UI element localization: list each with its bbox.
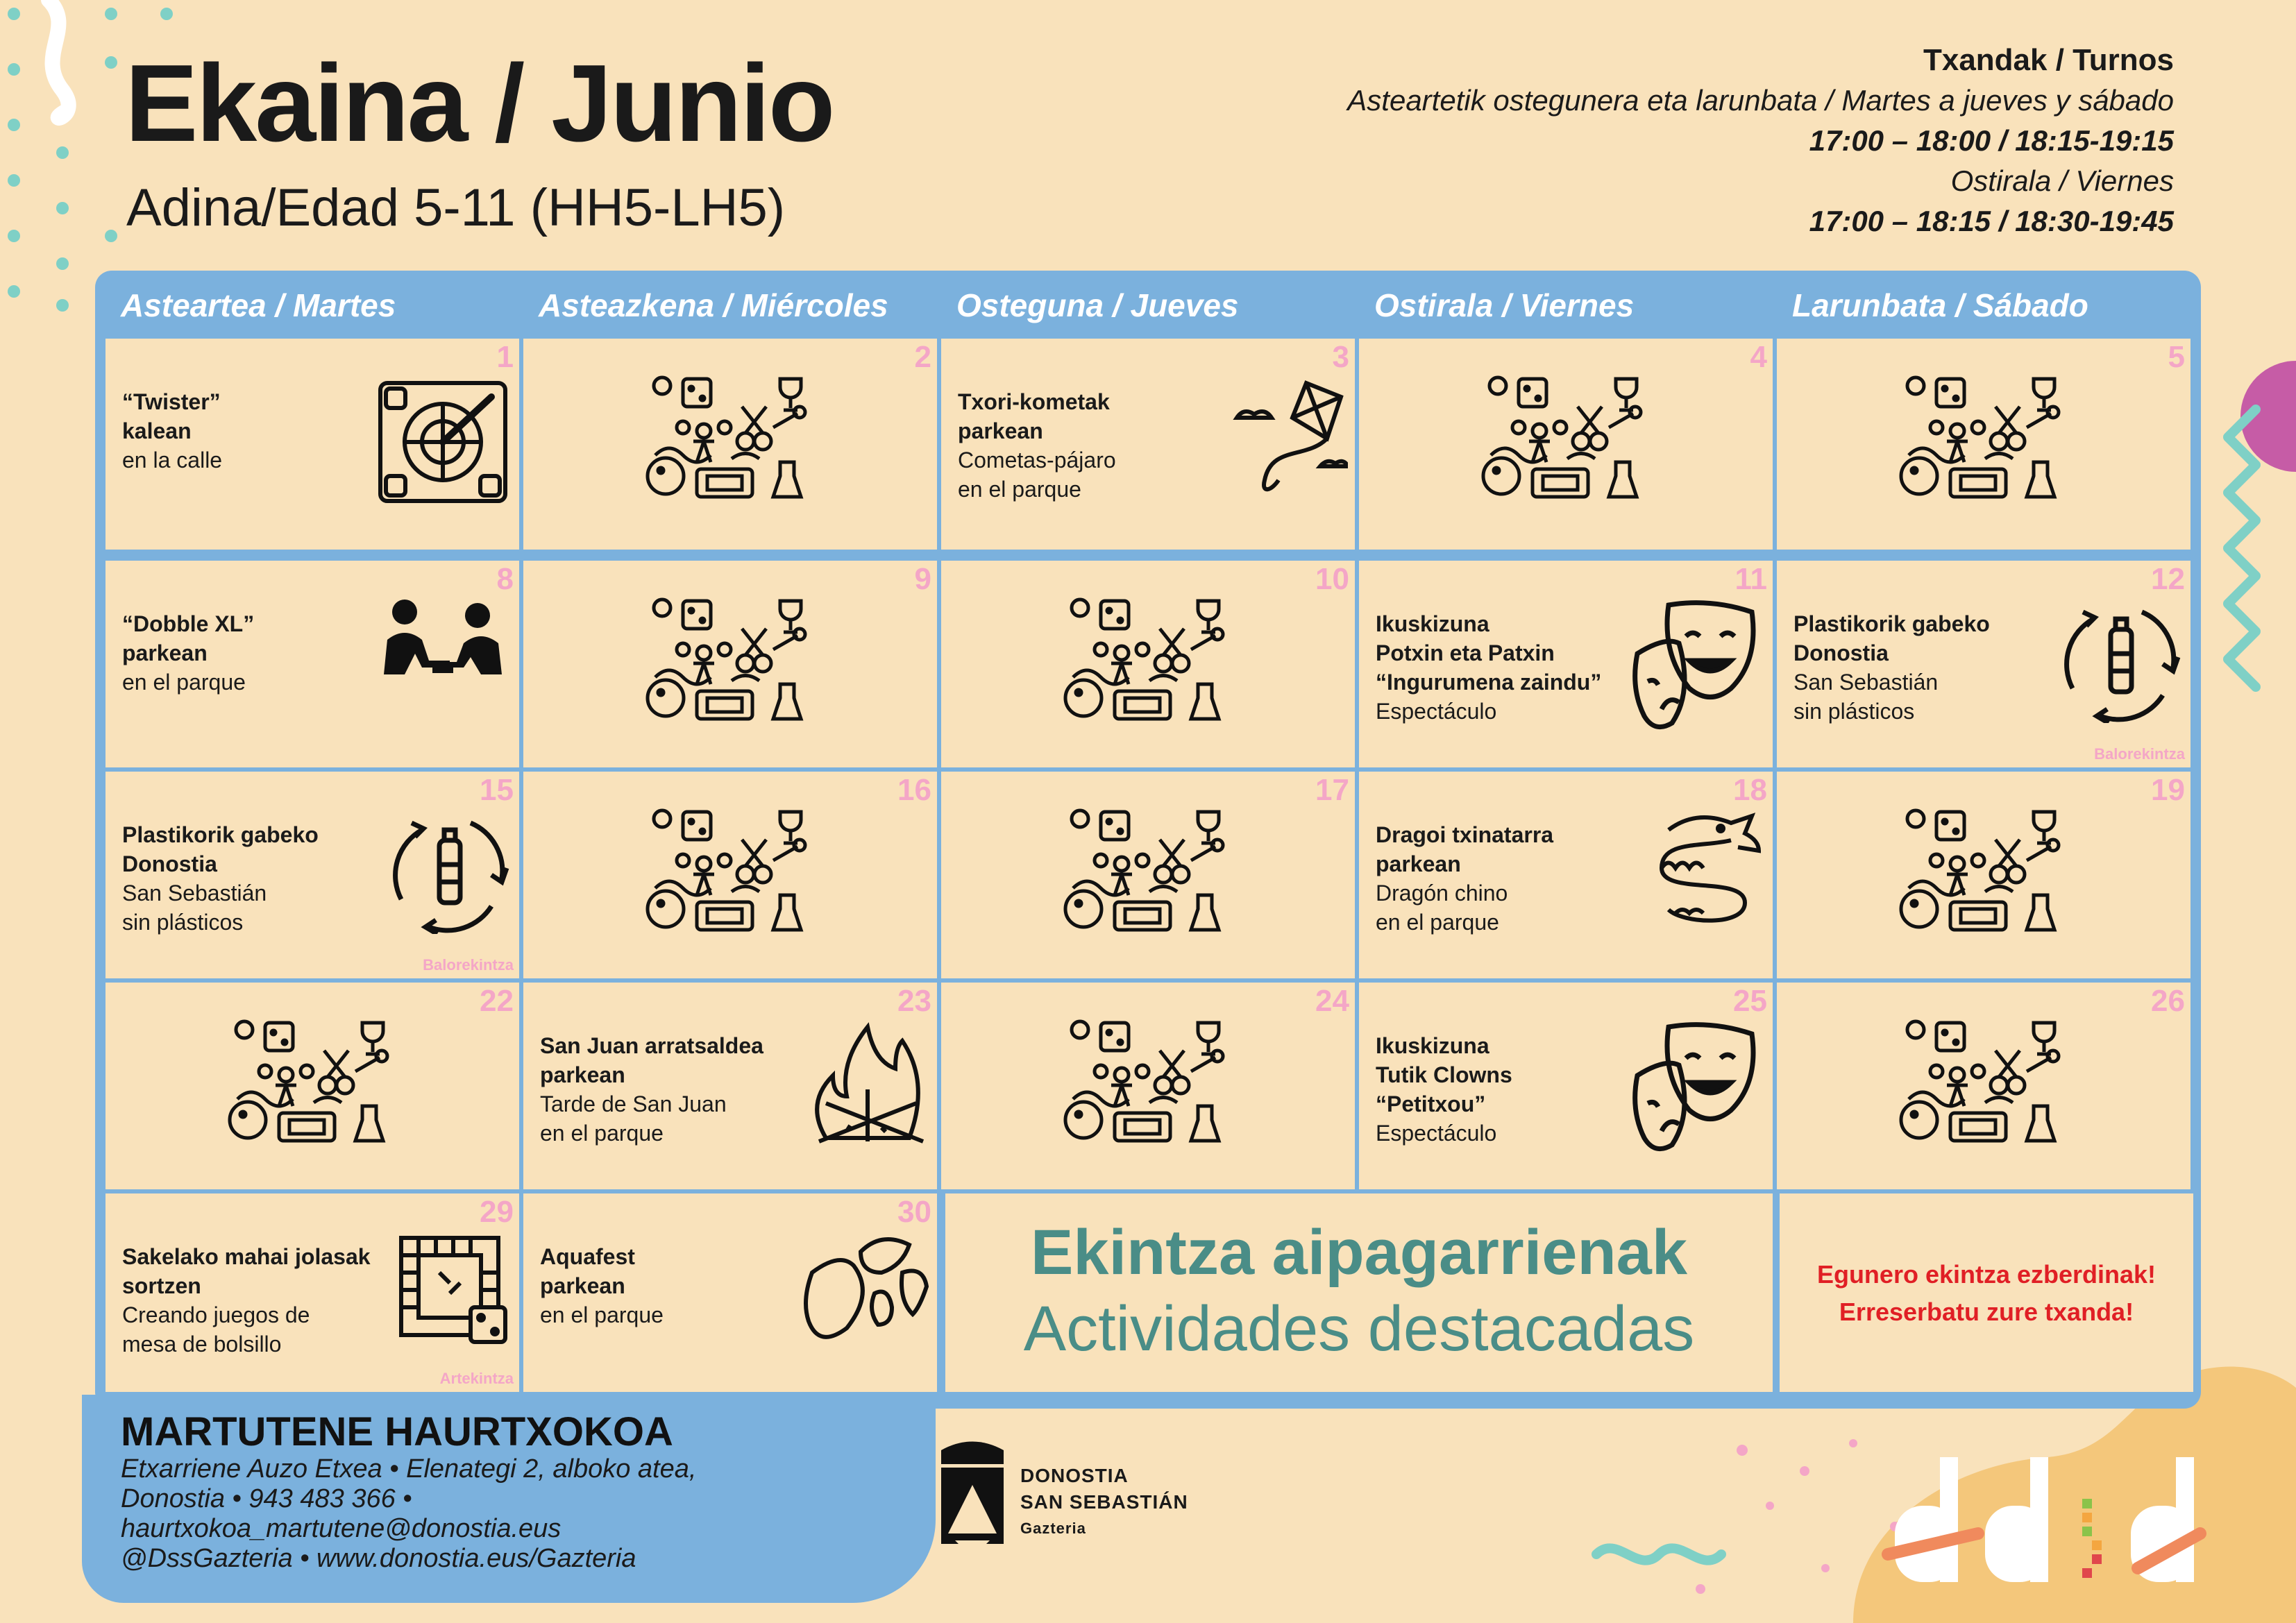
- footer-contact: [121, 1454, 696, 1574]
- day-cell-4[interactable]: [1359, 339, 1773, 550]
- activity-description: [122, 609, 254, 697]
- day-cell-16[interactable]: [523, 772, 937, 978]
- day-cell-25[interactable]: [1359, 983, 1773, 1189]
- schedule-heading: Txandak / Turnos: [1923, 43, 2174, 77]
- day-number: 12: [2151, 562, 2185, 596]
- day-cell-24[interactable]: [941, 983, 1355, 1189]
- footer-social[interactable]: @DssGazteria • www.donostia.eus/Gazteria: [121, 1544, 636, 1573]
- day-number: 4: [1750, 340, 1767, 374]
- day-cell-18[interactable]: [1359, 772, 1773, 978]
- activity-subtitle: Creando juegos de: [122, 1302, 310, 1327]
- city-logo-text: [1020, 1463, 1188, 1542]
- day-number: 5: [2168, 340, 2185, 374]
- recycle-bottle-icon: [2059, 598, 2184, 726]
- activity-title: San Juan arratsaldea: [540, 1033, 763, 1058]
- activity-description: [1376, 1031, 1512, 1148]
- activities-collage-icon: [1059, 594, 1226, 729]
- activity-title: “Dobble XL”: [122, 611, 255, 636]
- highlight-title: Ekintza aipagarrienak: [1031, 1217, 1687, 1288]
- activities-collage-icon: [641, 594, 808, 729]
- schedule-times-b: 17:00 – 18:15 / 18:30-19:45: [1809, 205, 2174, 237]
- activity-description: [1376, 820, 1553, 937]
- footer-email[interactable]: haurtxokoa_martutene@donostia.eus: [121, 1514, 562, 1543]
- day-number: 30: [897, 1195, 931, 1229]
- activity-title: “Petitxou”: [1376, 1091, 1486, 1116]
- activity-title: Aquafest: [540, 1244, 635, 1269]
- theater-masks-icon: [1627, 1020, 1766, 1162]
- activity-title: Dragoi txinatarra: [1376, 822, 1554, 847]
- footer-title: MARTUTENE HAURTXOKOA: [121, 1409, 673, 1454]
- weekday-header: Asteazkena / Miércoles: [539, 287, 888, 323]
- kite-icon: [1230, 376, 1348, 498]
- dragon-icon: [1648, 809, 1766, 937]
- schedule-times-a: 17:00 – 18:00 / 18:15-19:15: [1809, 124, 2174, 157]
- activity-subtitle: Dragón chino: [1376, 881, 1508, 906]
- day-cell-2[interactable]: [523, 339, 937, 550]
- logo-line-3: Gazteria: [1020, 1520, 1086, 1537]
- activity-title: parkean: [1376, 851, 1461, 876]
- activity-description: [1793, 609, 1990, 726]
- weekday-header: Osteguna / Jueves: [956, 287, 1239, 323]
- activity-description: [1376, 609, 1601, 726]
- day-cell-10[interactable]: [941, 561, 1355, 767]
- activity-title: “Ingurumena zaindu”: [1376, 670, 1602, 695]
- activity-title: Tutik Clowns: [1376, 1062, 1512, 1087]
- activity-title: Plastikorik gabeko: [122, 822, 319, 847]
- ddd-brand-logo: [1874, 1450, 2207, 1603]
- day-number: 19: [2151, 773, 2185, 807]
- activity-description: [122, 387, 222, 475]
- activity-subtitle: Espectáculo: [1376, 1121, 1497, 1146]
- weekday-header: Asteartea / Martes: [121, 287, 396, 323]
- day-number: 10: [1315, 562, 1349, 596]
- day-number: 23: [897, 984, 931, 1018]
- day-number: 2: [914, 340, 931, 374]
- activity-subtitle: en el parque: [122, 670, 246, 695]
- activity-title: parkean: [122, 640, 208, 665]
- activity-description: [540, 1031, 763, 1148]
- day-number: 29: [480, 1195, 514, 1229]
- day-number: 1: [496, 340, 514, 374]
- logo-line-1: DONOSTIA: [1020, 1465, 1129, 1486]
- note-line-2: Erreserbatu zure txanda!: [1839, 1298, 2134, 1326]
- activities-collage-icon: [1477, 372, 1644, 507]
- highlight-subtitle: Actividades destacadas: [1023, 1293, 1695, 1364]
- activity-title: “Twister”: [122, 389, 221, 414]
- day-number: 9: [914, 562, 931, 596]
- activity-subtitle: Espectáculo: [1376, 699, 1497, 724]
- activity-title: Ikuskizuna: [1376, 1033, 1489, 1058]
- day-number: 26: [2151, 984, 2185, 1018]
- activity-description: [122, 1242, 371, 1359]
- day-cell-3[interactable]: [941, 339, 1355, 550]
- activities-collage-icon: [1059, 1016, 1226, 1151]
- twister-icon: [373, 376, 512, 511]
- activity-subtitle: en el parque: [540, 1302, 664, 1327]
- decorative-zigzag: [2207, 347, 2296, 708]
- day-number: 15: [480, 773, 514, 807]
- activity-subtitle: en el parque: [540, 1121, 664, 1146]
- day-number: 25: [1733, 984, 1767, 1018]
- weekday-header: Ostirala / Viernes: [1374, 287, 1635, 323]
- activity-subtitle: en el parque: [958, 477, 1081, 502]
- activity-title: Sakelako mahai jolasak: [122, 1244, 371, 1269]
- activity-subtitle: San Sebastián: [122, 881, 267, 906]
- note-line-1: Egunero ekintza ezberdinak!: [1816, 1260, 2156, 1289]
- water-drops-icon: [798, 1231, 930, 1352]
- recycle-bottle-icon: [387, 809, 512, 937]
- activities-collage-icon: [1059, 805, 1226, 940]
- page-title: Ekaina / Junio: [125, 42, 834, 164]
- activity-description: [540, 1242, 664, 1329]
- day-cell-29[interactable]: [105, 1193, 519, 1392]
- activity-subtitle: Cometas-pájaro: [958, 448, 1116, 473]
- activity-subtitle: en el parque: [1376, 910, 1499, 935]
- day-cell-15[interactable]: [105, 772, 519, 978]
- schedule-days-b: Ostirala / Viernes: [1950, 164, 2174, 197]
- day-number: 3: [1332, 340, 1349, 374]
- activities-collage-icon: [641, 372, 808, 507]
- day-cell-26[interactable]: [1777, 983, 2191, 1189]
- activity-title: parkean: [540, 1062, 625, 1087]
- weekday-header: Larunbata / Sábado: [1792, 287, 2088, 323]
- schedule-days-a: Asteartetik ostegunera eta larunbata / Martes a jueves y sábado: [1347, 84, 2174, 117]
- schedule-info: [1347, 40, 2174, 241]
- activities-collage-icon: [1895, 1016, 2061, 1151]
- footer-phone[interactable]: Donostia • 943 483 366 •: [121, 1484, 412, 1513]
- city-shield-icon: [934, 1436, 1011, 1554]
- activity-title: Txori-kometak: [958, 389, 1110, 414]
- day-number: 24: [1315, 984, 1349, 1018]
- activity-subtitle: mesa de bolsillo: [122, 1332, 282, 1357]
- activity-subtitle: sin plásticos: [1793, 699, 1915, 724]
- activity-subtitle: sin plásticos: [122, 910, 244, 935]
- age-range: Adina/Edad 5-11 (HH5-LH5): [126, 178, 786, 237]
- activity-subtitle: Tarde de San Juan: [540, 1091, 727, 1116]
- day-number: 8: [496, 562, 514, 596]
- activity-tag: Balorekintza: [2094, 745, 2185, 763]
- day-cell-17[interactable]: [941, 772, 1355, 978]
- day-cell-12[interactable]: [1777, 561, 2191, 767]
- theater-masks-icon: [1627, 598, 1766, 740]
- activity-description: [122, 820, 319, 937]
- note-box: [1780, 1193, 2193, 1392]
- bonfire-icon: [805, 1020, 930, 1148]
- activity-subtitle: San Sebastián: [1793, 670, 1939, 695]
- day-cell-1[interactable]: [105, 339, 519, 550]
- activity-title: sortzen: [122, 1273, 201, 1298]
- footer-address: Etxarriene Auzo Etxea • Elenategi 2, alboko atea,: [121, 1454, 697, 1484]
- activities-collage-icon: [1895, 372, 2061, 507]
- logo-line-2: SAN SEBASTIÁN: [1020, 1491, 1188, 1513]
- activity-tag: Artekintza: [439, 1370, 514, 1387]
- day-number: 22: [480, 984, 514, 1018]
- activity-tag: Balorekintza: [423, 956, 514, 974]
- day-number: 16: [897, 773, 931, 807]
- day-cell-22[interactable]: [105, 983, 519, 1189]
- activity-title: Donostia: [1793, 640, 1889, 665]
- players-icon: [373, 598, 512, 685]
- activities-collage-icon: [223, 1016, 390, 1151]
- activity-title: Ikuskizuna: [1376, 611, 1489, 636]
- activity-title: Potxin eta Patxin: [1376, 640, 1555, 665]
- board-game-icon: [394, 1231, 512, 1352]
- day-cell-19[interactable]: [1777, 772, 2191, 978]
- day-cell-23[interactable]: [523, 983, 937, 1189]
- activity-title: Plastikorik gabeko: [1793, 611, 1990, 636]
- activity-description: [958, 387, 1116, 504]
- activity-title: kalean: [122, 418, 192, 443]
- day-cell-9[interactable]: [523, 561, 937, 767]
- day-cell-5[interactable]: [1777, 339, 2191, 550]
- day-cell-11[interactable]: [1359, 561, 1773, 767]
- activity-title: parkean: [958, 418, 1043, 443]
- day-cell-8[interactable]: [105, 561, 519, 767]
- day-number: 11: [1734, 562, 1767, 596]
- activity-title: parkean: [540, 1273, 625, 1298]
- activities-collage-icon: [1895, 805, 2061, 940]
- day-number: 17: [1315, 773, 1349, 807]
- day-cell-30[interactable]: [523, 1193, 937, 1392]
- activity-title: Donostia: [122, 851, 217, 876]
- highlight-box: [945, 1193, 1773, 1392]
- activity-subtitle: en la calle: [122, 448, 223, 473]
- activities-collage-icon: [641, 805, 808, 940]
- day-number: 18: [1733, 773, 1767, 807]
